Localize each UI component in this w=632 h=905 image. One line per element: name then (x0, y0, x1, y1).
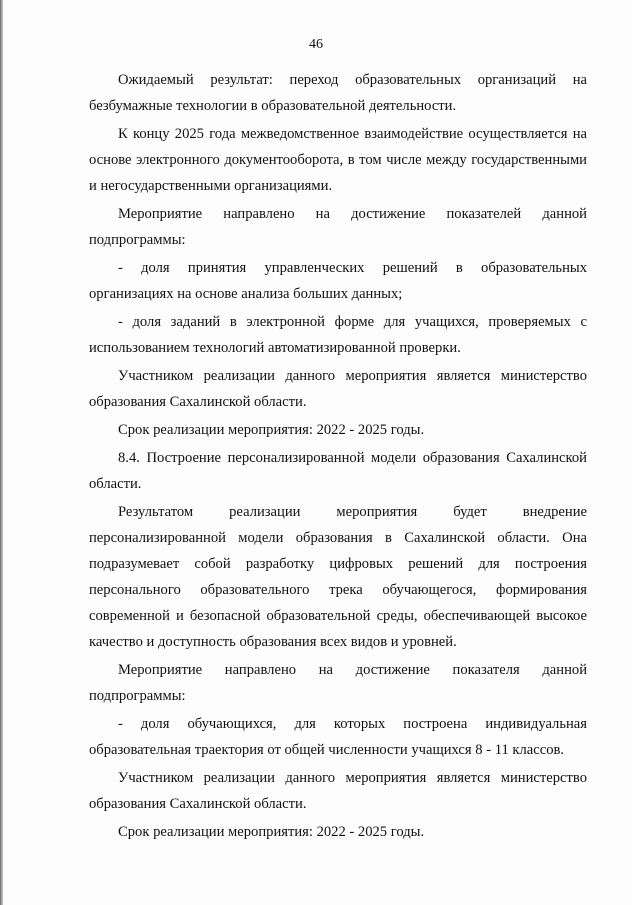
paragraph-indicators-intro: Мероприятие направлено на достижение показателей данной подпрограммы: (89, 206, 587, 248)
paragraph-participant-2: Участником реализации данного мероприятия является министерство образования Сахалинской области. (89, 770, 587, 812)
document-body (89, 67, 587, 847)
paragraph-term-2: Срок реализации мероприятия: 2022 - 2025 годы. (118, 824, 425, 840)
paragraph-participant: Участником реализации данного мероприятия является министерство образования Сахалинской области. (89, 368, 587, 410)
paragraph-expected-result: Ожидаемый результат: переход образовательных организаций на безбумажные технологии в образовательной деятельности. (89, 72, 587, 114)
section-heading-8-4: 8.4. Построение персонализированной модели образования Сахалинской области. (89, 450, 587, 492)
paragraph-indicator-electronic-tasks: - доля заданий в электронной форме для учащихся, проверяемых с использованием технологий автоматизированной проверки. (89, 314, 587, 356)
paragraph-interagency-interaction: К концу 2025 года межведомственное взаимодействие осуществляется на основе электронного документооборота, в том числе между государственными и негосударственными организациями. (89, 126, 587, 194)
paragraph-term: Срок реализации мероприятия: 2022 - 2025 годы. (118, 422, 425, 438)
paragraph-indicator-intro-2: Мероприятие направлено на достижение показателя данной подпрограммы: (89, 662, 587, 704)
paragraph-personalized-model-result: Результатом реализации мероприятия будет внедрение персонализированной модели образования в Сахалинской области. Она подразумевает собой разработку цифровых решений для построения персонального образовательного трека обучающегося, формирования современной и безопасной образовательной среды, обеспечивающей высокое качество и доступность образования всех видов и уровней. (89, 504, 587, 650)
paragraph-indicator-big-data: - доля принятия управленческих решений в образовательных организациях на основе анализа больших данных; (89, 260, 587, 302)
paragraph-indicator-individual-trajectory: - доля обучающихся, для которых построена индивидуальная образовательная траектория от общей численности учащихся 8 - 11 классов. (89, 716, 587, 758)
scan-edge-shadow (0, 0, 3, 905)
page-number: 46 (309, 37, 323, 52)
